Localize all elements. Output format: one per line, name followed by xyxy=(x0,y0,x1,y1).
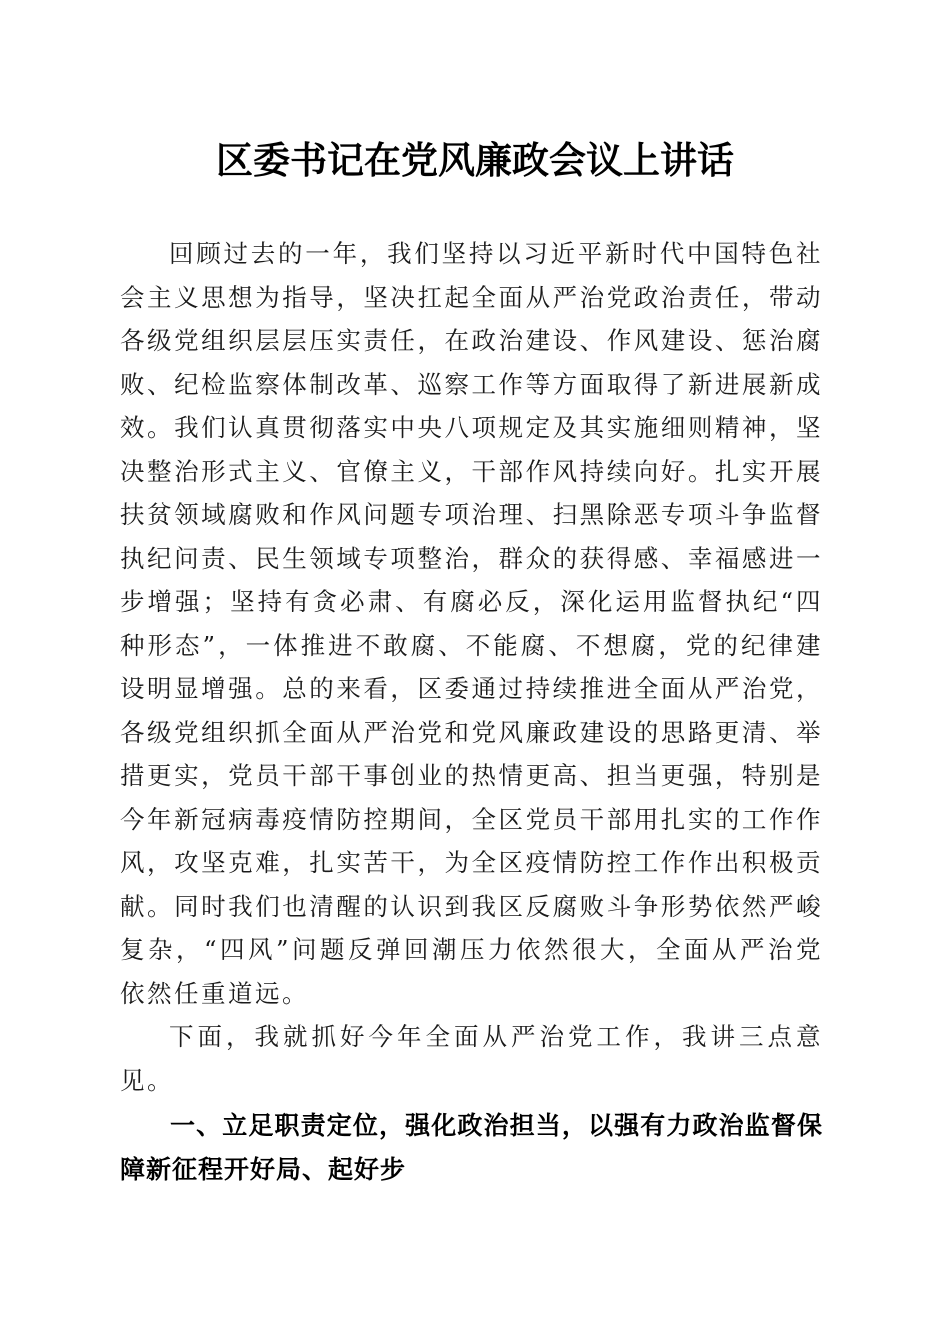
paragraph-intro-points: 下面，我就抓好今年全面从严治党工作，我讲三点意见。 xyxy=(120,1022,823,1095)
document-body xyxy=(120,232,823,1191)
document-title: 区委书记在党风廉政会议上讲话 xyxy=(216,138,734,182)
section-heading-1: 一、立足职责定位，强化政治担当，以强有力政治监督保障新征程开好局、起好步 xyxy=(120,1111,823,1184)
paragraph-review: 回顾过去的一年，我们坚持以习近平新时代中国特色社会主义思想为指导，坚决扛起全面从严治党政治责任，带动各级党组织层层压实责任，在政治建设、作风建设、惩治腐败、纪检监察体制改革、巡察工作等方面取得了新进展新成效。我们认真贯彻落实中央八项规定及其实施细则精神，坚决整治形式主义、官僚主义，干部作风持续向好。扎实开展扶贫领域腐败和作风问题专项治理、扫黑除恶专项斗争监督执纪问责、民生领域专项整治，群众的获得感、幸福感进一步增强；坚持有贪必肃、有腐必反，深化运用监督执纪“四种形态”，一体推进不敢腐、不能腐、不想腐，党的纪律建设明显增强。总的来看，区委通过持续推进全面从严治党，各级党组织抓全面从严治党和党风廉政建设的思路更清、举措更实，党员干部干事创业的热情更高、担当更强，特别是今年新冠病毒疫情防控期间，全区党员干部用扎实的工作作风，攻坚克难，扎实苦干，为全区疫情防控工作作出积极贡献。同时我们也清醒的认识到我区反腐败斗争形势依然严峻复杂，“四风”问题反弹回潮压力依然很大，全面从严治党依然任重道远。 xyxy=(120,239,823,1008)
